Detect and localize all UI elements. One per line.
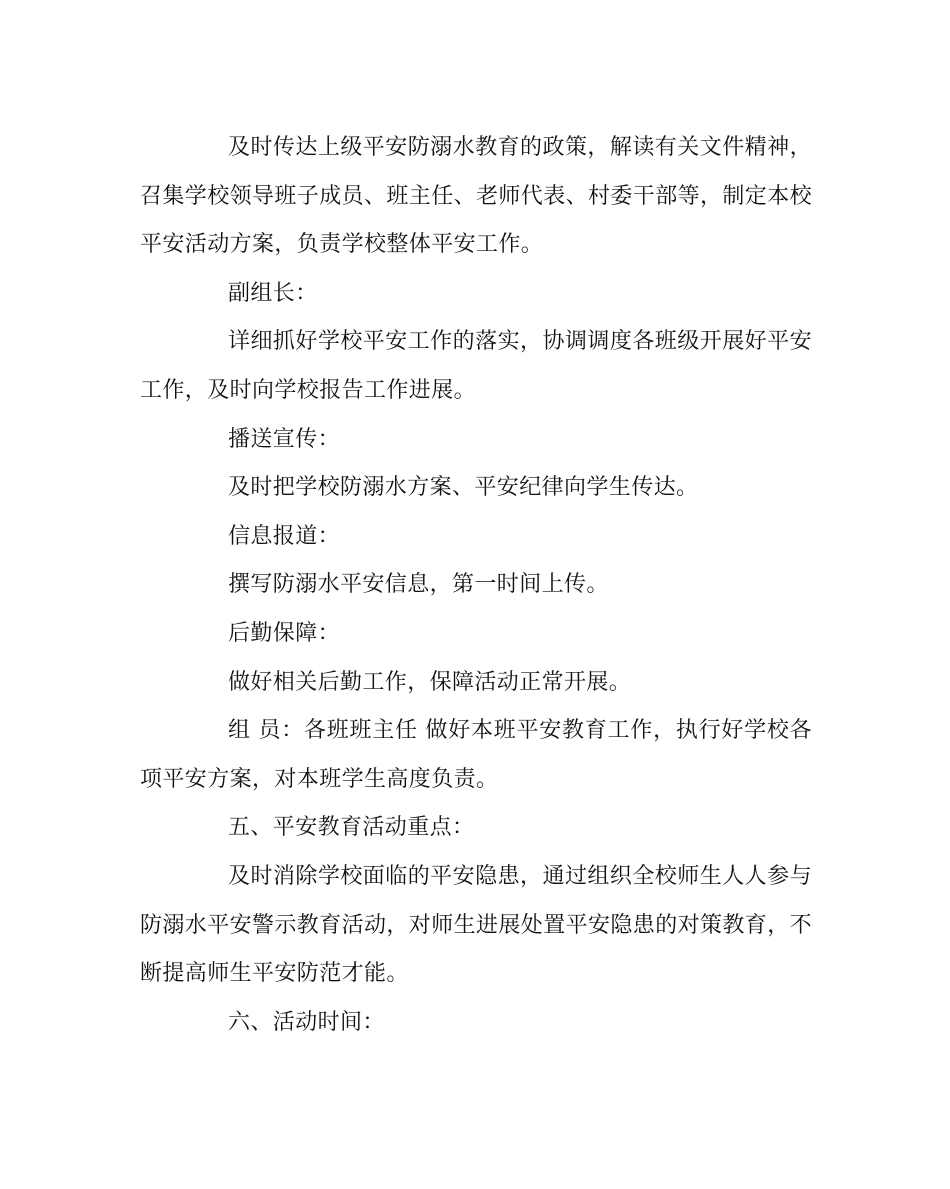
heading-section-six: 六、活动时间： [228,1009,385,1035]
paragraph-logistics-duties: 做好相关后勤工作，保障活动正常开展。 [228,669,632,695]
paragraph-broadcast-duties: 及时把学校防溺水方案、平安纪律向学生传达。 [228,475,699,501]
paragraph-section-five: 及时消除学校面临的平安隐患，通过组织全校师生人人参与防溺水平安警示教育活动，对师生进展处置平安隐患的对策教育，不断提高师生平安防范才能。 [140,863,813,987]
paragraph-leader-duties: 及时传达上级平安防溺水教育的政策，解读有关文件精神，召集学校领导班子成员、班主任、老师代表、村委干部等，制定本校平安活动方案，负责学校整体平安工作。 [140,135,813,258]
paragraph-members: 组 员：各班班主任 做好本班平安教育工作，执行好学校各项平安方案，对本班学生高度负责。 [140,718,812,792]
heading-section-five: 五、平安教育活动重点： [228,815,475,841]
heading-info-report: 信息报道： [228,523,341,549]
heading-broadcast: 播送宣传： [228,426,341,452]
document-body [140,124,812,1047]
heading-logistics: 后勤保障： [228,620,341,646]
heading-deputy-leader: 副组长： [228,280,318,306]
paragraph-deputy-duties: 详细抓好学校平安工作的落实，协调调度各班级开展好平安工作，及时向学校报告工作进展。 [140,329,812,403]
paragraph-info-report-duties: 撰写防溺水平安信息，第一时间上传。 [228,572,609,598]
